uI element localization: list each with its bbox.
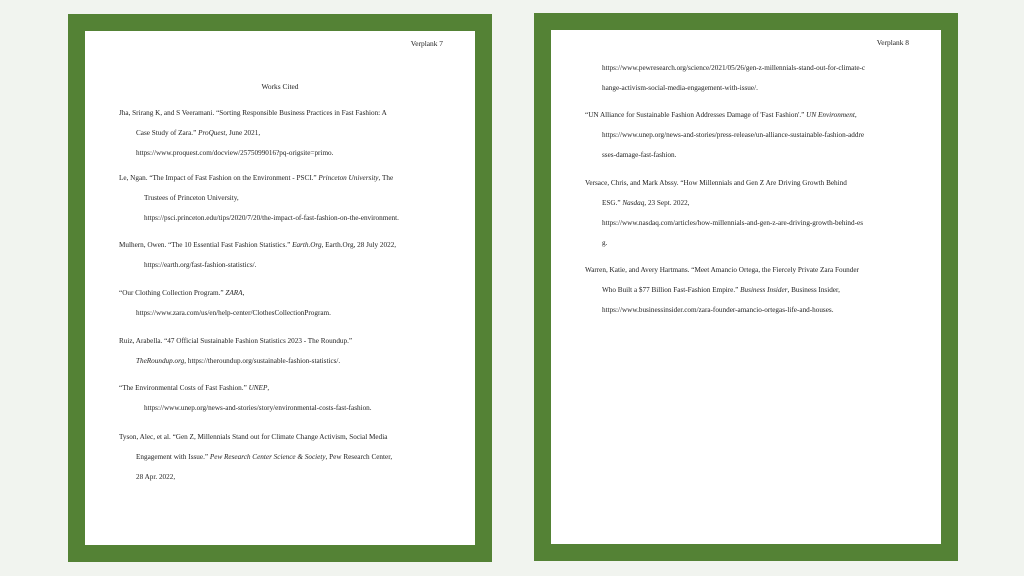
document-page-8: Verplank 8 https://www.pewresearch.org/science/2021/05/26/gen-z-millennials-stand-out-for-climate-c hange-activism-social-media-engagement-with-issue/. “UN Alliance for Sustainable Fashion Addresses Damage of 'Fast Fashion'.” UN Environment, https://www.unep.org/news-and-stories/press-release/un-alliance-sustainable-fashion-addre sses-damage-fast-fashion. Versace, Chris, and Mark Abssy. “How Millennials and Gen Z Are Driving Growth Behind ESG.” Nasdaq, 23 Sept. 2022, https://www.nasdaq.com/articles/how-millennials-and-gen-z-are-driving-growth-behind-es g. Warren, Katie, and Avery Hartmans. “Meet Amancio Ortega, the Fiercely Private Zara Founder Who Built a $77 Billion Fast-Fashion Empire.” Business Insider, Business Insider, https://www.businessinsider.com/zara-founder-amancio-ortegas-life-and-houses. — [551, 30, 941, 544]
right-page-frame — [534, 13, 958, 561]
page-header: Verplank 8 — [876, 38, 909, 47]
document-page-7: Verplank 7 Works Cited Jha, Srirang K, and S Veeramani. “Sorting Responsible Business Practices in Fast Fashion: A Case Study of Zara.” ProQuest, June 2021, https://www.proquest.com/docview/2575099016?pq-origsite=primo. Le, Ngan. “The Impact of Fast Fashion on the Environment - PSCI.” Princeton University, The Trustees of Princeton University, https://psci.princeton.edu/tips/2020/7/20/the-impact-of-fast-fashion-on-the-environment. Mulhern, Owen. “The 10 Essential Fast Fashion Statistics.” Earth.Org, Earth.Org, 28 July 2022, https://earth.org/fast-fashion-statistics/. “Our Clothing Collection Program.” ZARA, https://www.zara.com/us/en/help-center/ClothesCollectionProgram. Ruiz, Arabella. “47 Official Sustainable Fashion Statistics 2023 - The Roundup.” TheRoundup.org, https://theroundup.org/sustainable-fashion-statistics/. “The Environmental Costs of Fast Fashion.” UNEP, https://www.unep.org/news-and-stories/story/environmental-costs-fast-fashion. Tyson, Alec, et al. “Gen Z, Millennials Stand out for Climate Change Activism, Social Media Engagement with Issue.” Pew Research Center Science & Society, Pew Research Center, 28 Apr. 2022, — [85, 31, 475, 545]
page-title: Works Cited — [261, 82, 299, 91]
left-page-frame — [68, 14, 492, 562]
page-header: Verplank 7 — [410, 39, 443, 48]
